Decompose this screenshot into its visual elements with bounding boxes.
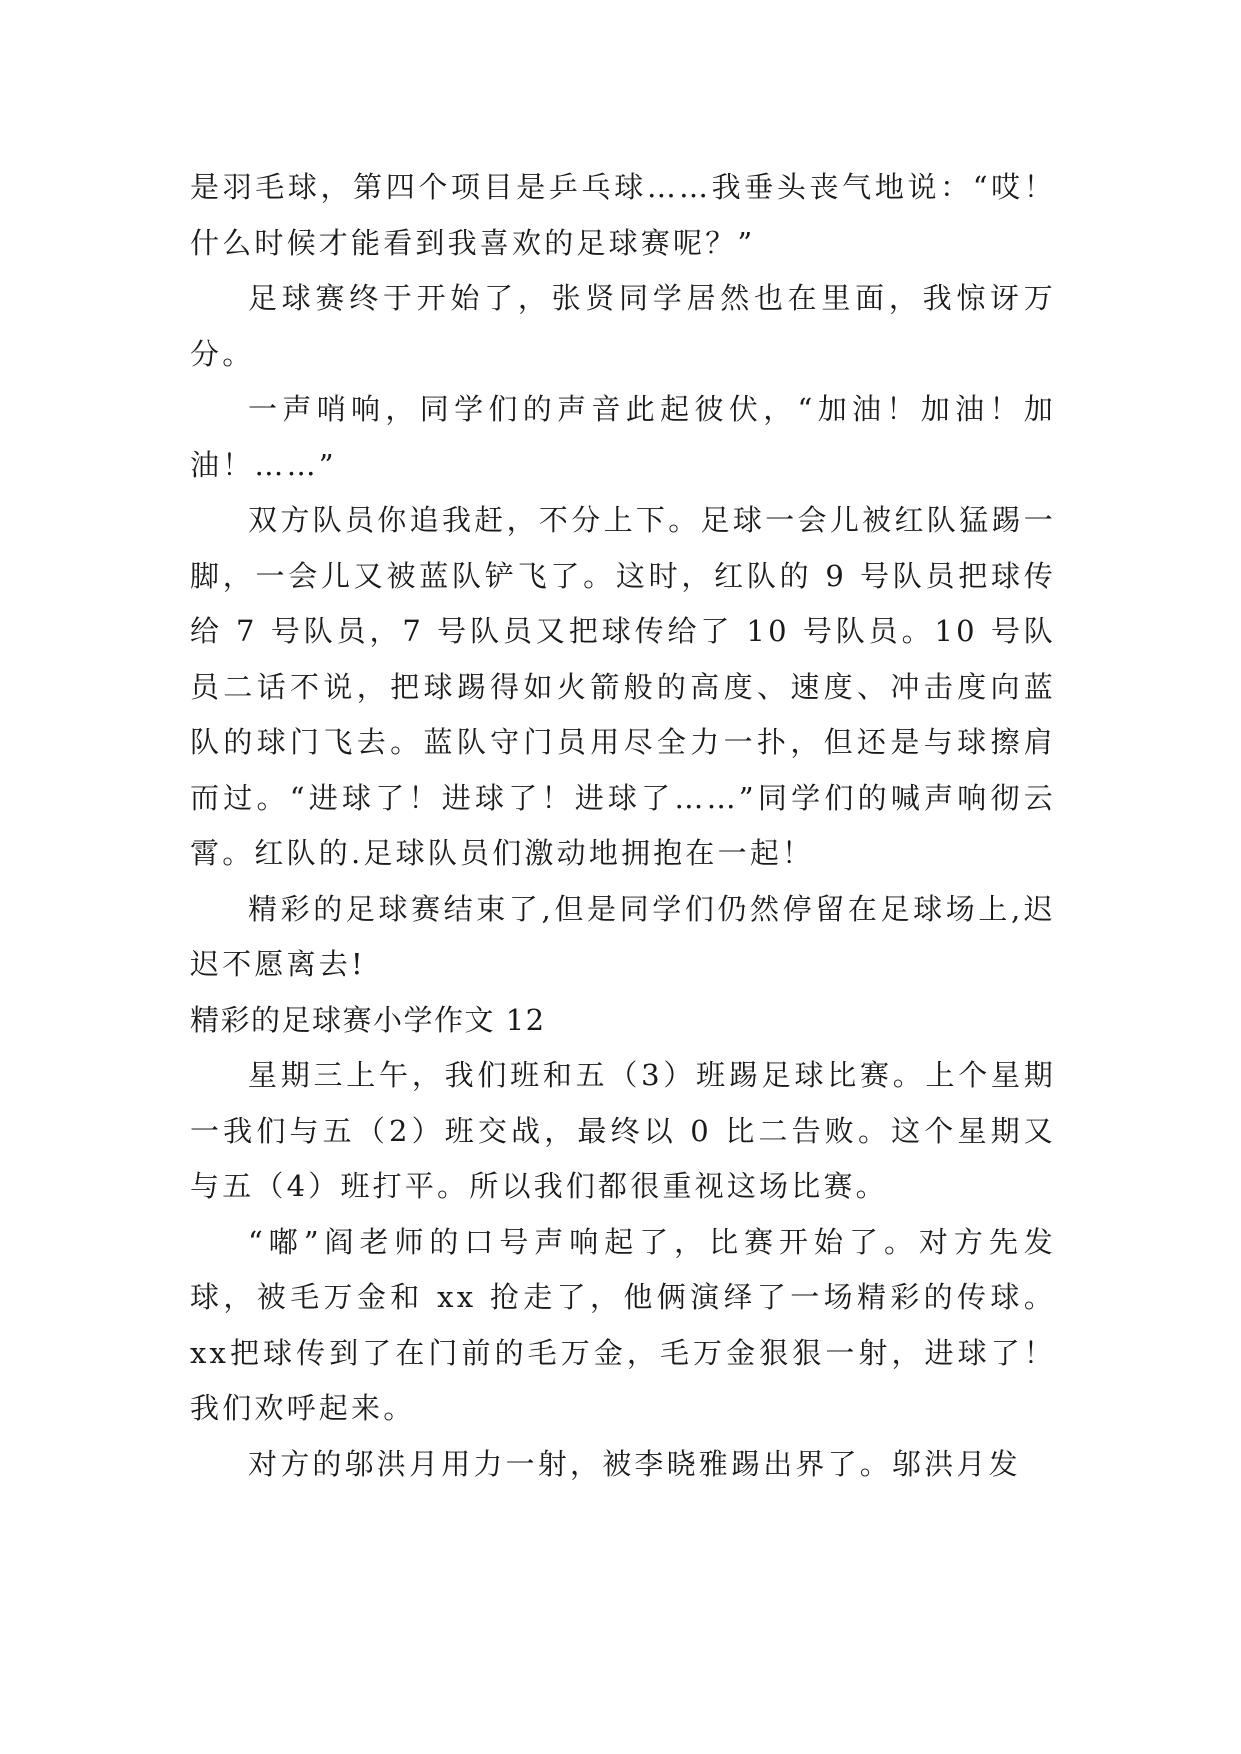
paragraph: 星期三上午，我们班和五（3）班踢足球比赛。上个星期一我们与五（2）班交战，最终以 0 比二告败。这个星期又与五（4）班打平。所以我们都很重视这场比赛。 [190,1058,1056,1203]
document-body [190,160,1056,1492]
paragraph: 一声哨响，同学们的声音此起彼伏，“加油！加油！加油！……” [190,392,1056,482]
paragraph: 双方队员你追我赶，不分上下。足球一会儿被红队猛踢一脚，一会儿又被蓝队铲飞了。这时，红队的 9 号队员把球传给 7 号队员，7 号队员又把球传给了 10 号队员。10 号队员二话不说，把球踢得如火箭般的高度、速度、冲击度向蓝队的球门飞去。蓝队守门员用尽全力一扑，但还是与球擦肩而过。“进球了！进球了！进球了……”同学们的喊声响彻云霄。红队的.足球队员们激动地拥抱在一起！ [190,503,1056,870]
paragraph: 精彩的足球赛结束了,但是同学们仍然停留在足球场上,迟迟不愿离去! [190,891,1056,981]
paragraph: 对方的邬洪月用力一射，被李晓雅踢出界了。邬洪月发 [248,1446,1021,1481]
paragraph: 是羽毛球，第四个项目是乒乓球……我垂头丧气地说：“哎！什么时候才能看到我喜欢的足球赛呢？” [190,170,1056,260]
paragraph: 足球赛终于开始了，张贤同学居然也在里面，我惊讶万分。 [190,281,1056,371]
section-heading: 精彩的足球赛小学作文 12 [190,1002,546,1037]
paragraph: “嘟”阎老师的口号声响起了，比赛开始了。对方先发球，被毛万金和 xx 抢走了，他俩演绎了一场精彩的传球。xx把球传到了在门前的毛万金，毛万金狠狠一射，进球了！我们欢呼起来。 [190,1224,1056,1425]
